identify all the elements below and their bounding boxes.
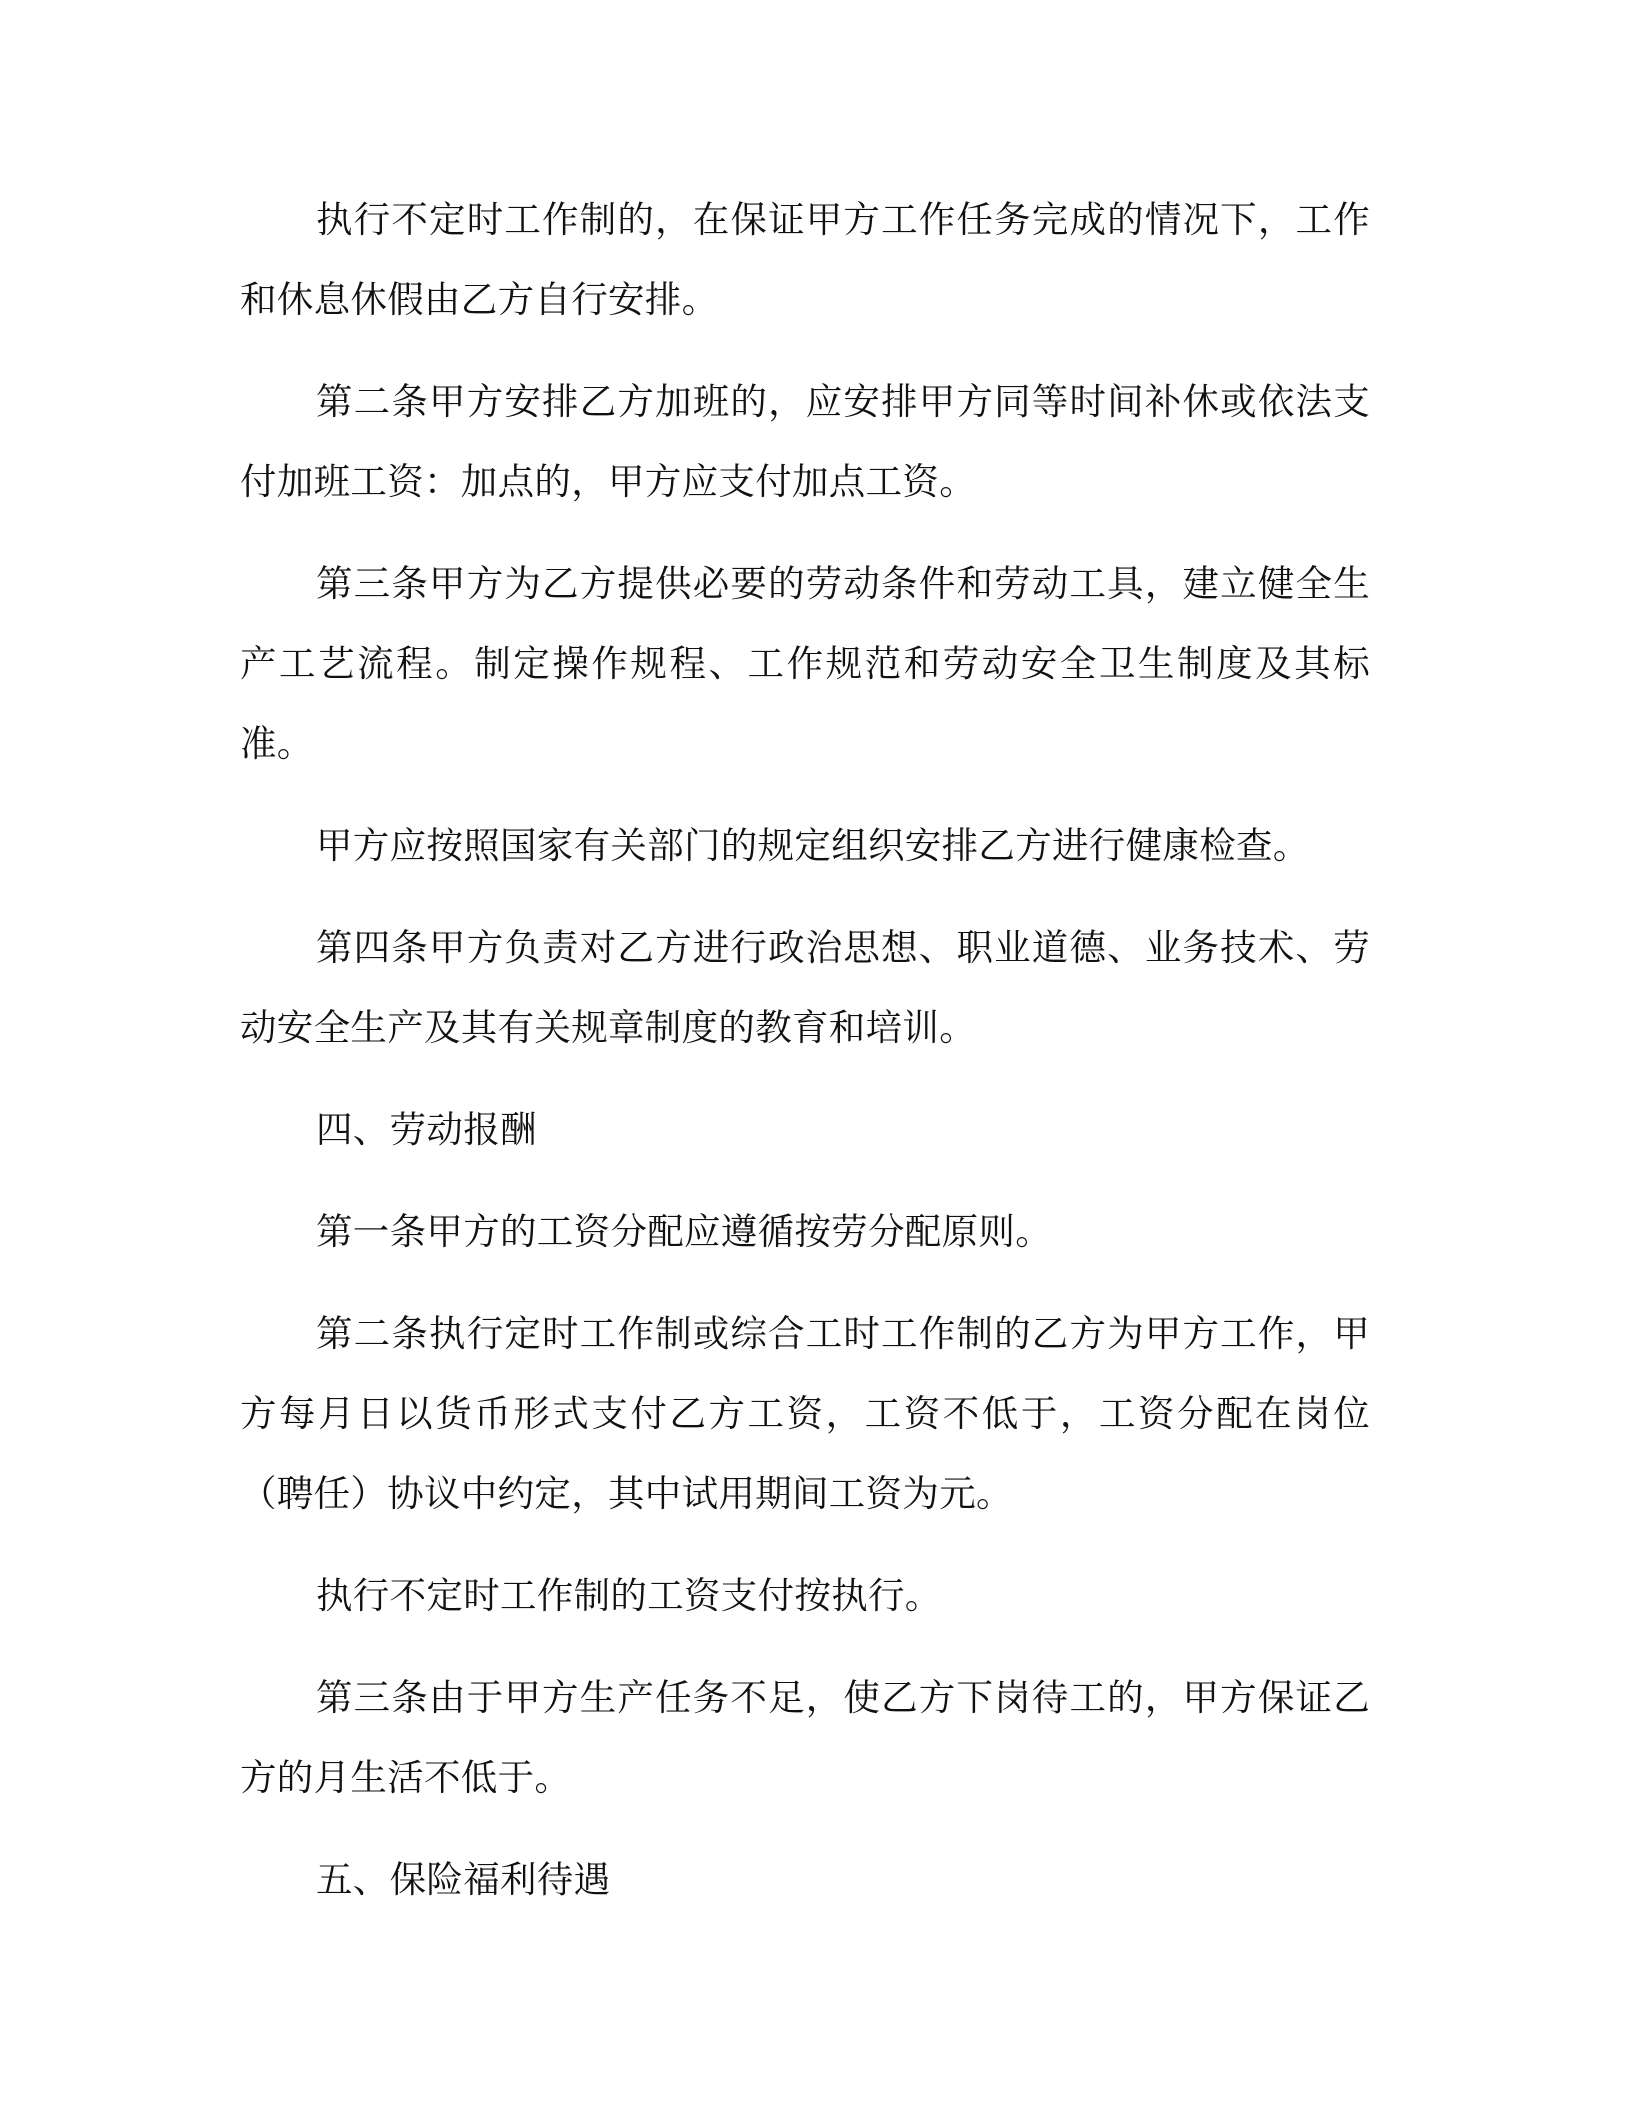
document-body	[240, 180, 1370, 1942]
paragraph-flexible-hours: 执行不定时工作制的，在保证甲方工作任务完成的情况下，工作和休息休假由乙方自行安排。	[240, 198, 1370, 321]
paragraph-article-4-training: 第四条甲方负责对乙方进行政治思想、职业道德、业务技术、劳动安全生产及其有关规章制度的教育和培训。	[240, 926, 1370, 1049]
paragraph-article-3-conditions: 第三条甲方为乙方提供必要的劳动条件和劳动工具，建立健全生产工艺流程。制定操作规程、工作规范和劳动安全卫生制度及其标准。	[240, 562, 1370, 765]
section-heading-remuneration: 四、劳动报酬	[316, 1108, 537, 1151]
paragraph-health-check: 甲方应按照国家有关部门的规定组织安排乙方进行健康检查。	[316, 824, 1310, 867]
paragraph-flexible-wage: 执行不定时工作制的工资支付按执行。	[316, 1574, 942, 1617]
paragraph-article-2-wage-payment: 第二条执行定时工作制或综合工时工作制的乙方为甲方工作，甲方每月日以货币形式支付乙方工资，工资不低于，工资分配在岗位（聘任）协议中约定，其中试用期间工资为元。	[240, 1312, 1370, 1515]
section-heading-insurance: 五、保险福利待遇	[316, 1858, 611, 1901]
paragraph-article-3-layoff: 第三条由于甲方生产任务不足，使乙方下岗待工的，甲方保证乙方的月生活不低于。	[240, 1676, 1370, 1799]
paragraph-article-1-wage-principle: 第一条甲方的工资分配应遵循按劳分配原则。	[316, 1210, 1052, 1253]
paragraph-article-2-overtime: 第二条甲方安排乙方加班的，应安排甲方同等时间补休或依法支付加班工资：加点的，甲方应支付加点工资。	[240, 380, 1370, 503]
